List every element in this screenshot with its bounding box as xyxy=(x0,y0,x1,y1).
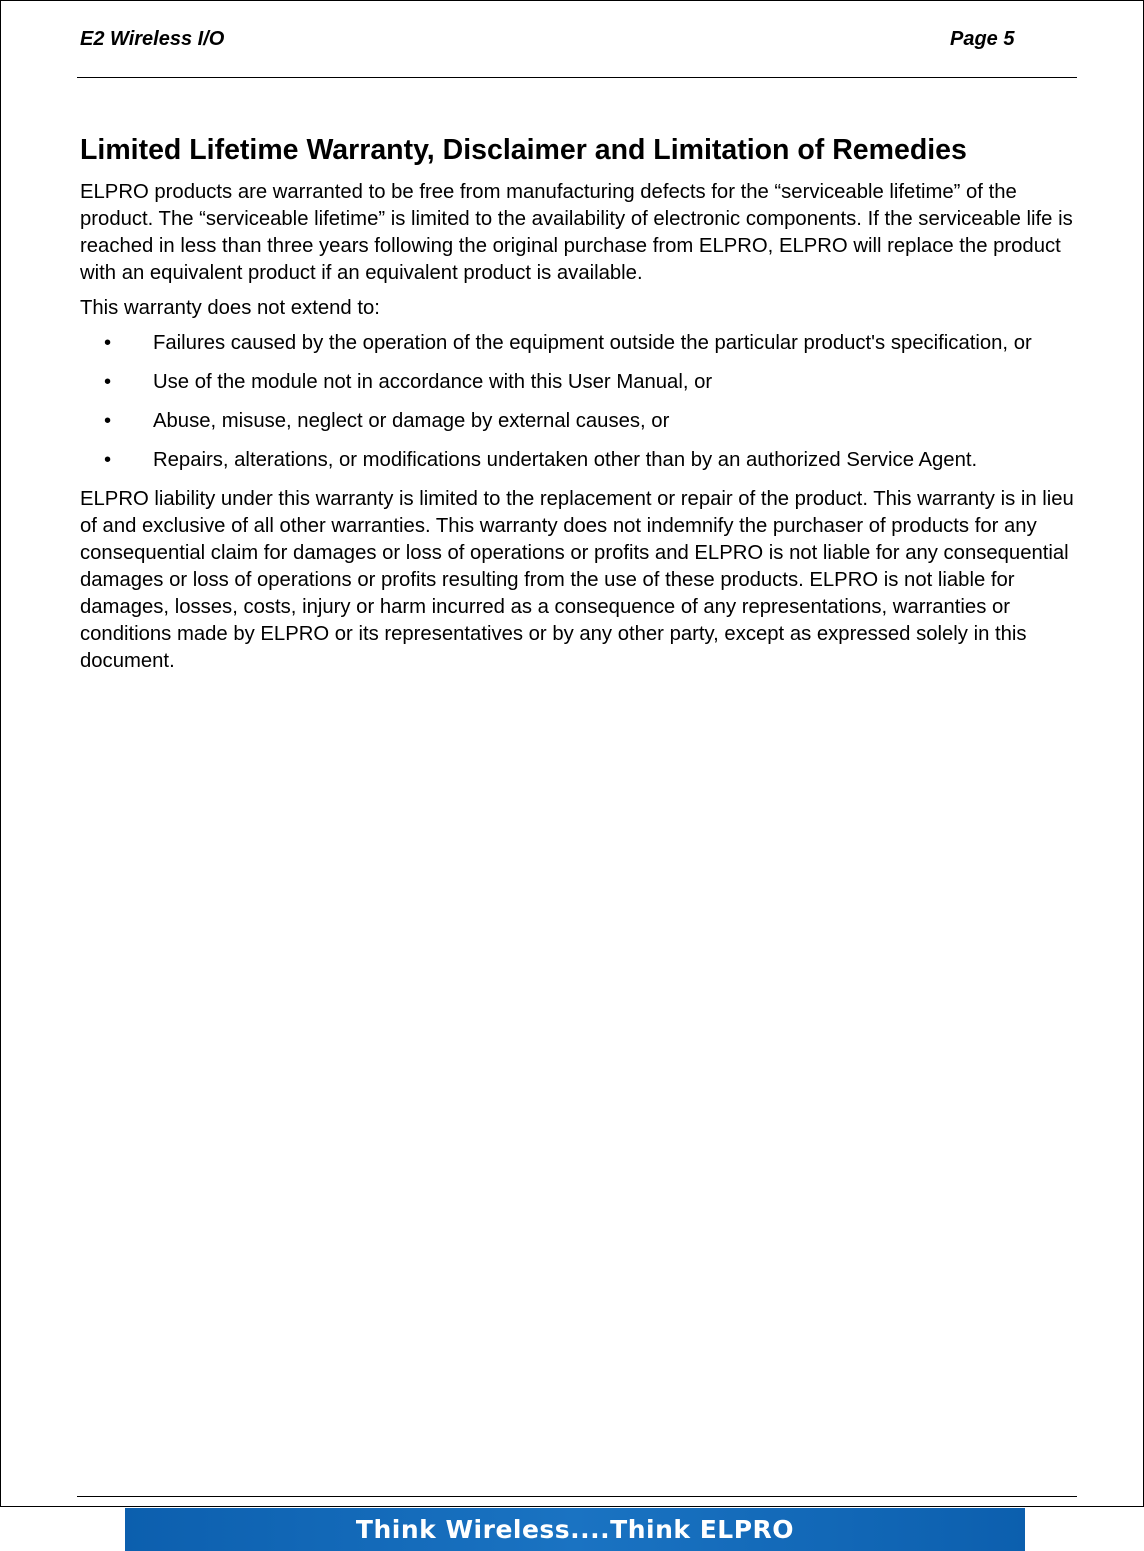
bullet-icon: • xyxy=(104,410,112,432)
list-item-text: Repairs, alterations, or modifications undertaken other than by an authorized Service Agent. xyxy=(153,449,978,471)
bullet-icon: • xyxy=(104,449,112,471)
list-item-text: Failures caused by the operation of the equipment outside the particular product's specification, or xyxy=(153,332,1032,354)
exclusions-list xyxy=(80,330,1080,474)
list-item xyxy=(80,330,1080,357)
footer-divider xyxy=(77,1496,1077,1497)
list-item xyxy=(80,369,1080,396)
intro-paragraph: ELPRO products are warranted to be free from manufacturing defects for the “serviceable lifetime” of the product. The “serviceable lifetime” is limited to the availability of electronic components. If the serviceable life is reached in less than three years following the original purchase from ELPRO, ELPRO will replace the product with an equivalent product if an equivalent product is available. xyxy=(80,181,1073,284)
list-item xyxy=(80,447,1080,474)
footer-banner: Think Wireless....Think ELPRO xyxy=(125,1508,1025,1551)
list-item-text: Abuse, misuse, neglect or damage by external causes, or xyxy=(153,410,670,432)
header-divider xyxy=(77,77,1077,78)
page-number: Page 5 xyxy=(950,28,1015,50)
list-item xyxy=(80,408,1080,435)
section-heading: Limited Lifetime Warranty, Disclaimer and Limitation of Remedies xyxy=(80,134,967,166)
list-item-text: Use of the module not in accordance with this User Manual, or xyxy=(153,371,713,393)
bullet-icon: • xyxy=(104,332,112,354)
exclusions-lead: This warranty does not extend to: xyxy=(80,297,380,319)
bullet-icon: • xyxy=(104,371,112,393)
document-title: E2 Wireless I/O xyxy=(80,28,225,50)
warranty-section xyxy=(80,132,1080,683)
liability-paragraph: ELPRO liability under this warranty is limited to the replacement or repair of the product. This warranty is in lieu of and exclusive of all other warranties. This warranty does not indemnify the purchaser of products for any consequential claim for damages or loss of operations or profits and ELPRO is not liable for any consequential damages or loss of operations or profits resulting from the use of these products. ELPRO is not liable for damages, losses, costs, injury or harm incurred as a consequence of any representations, warranties or conditions made by ELPRO or its representatives or by any other party, except as expressed solely in this document. xyxy=(80,488,1074,672)
